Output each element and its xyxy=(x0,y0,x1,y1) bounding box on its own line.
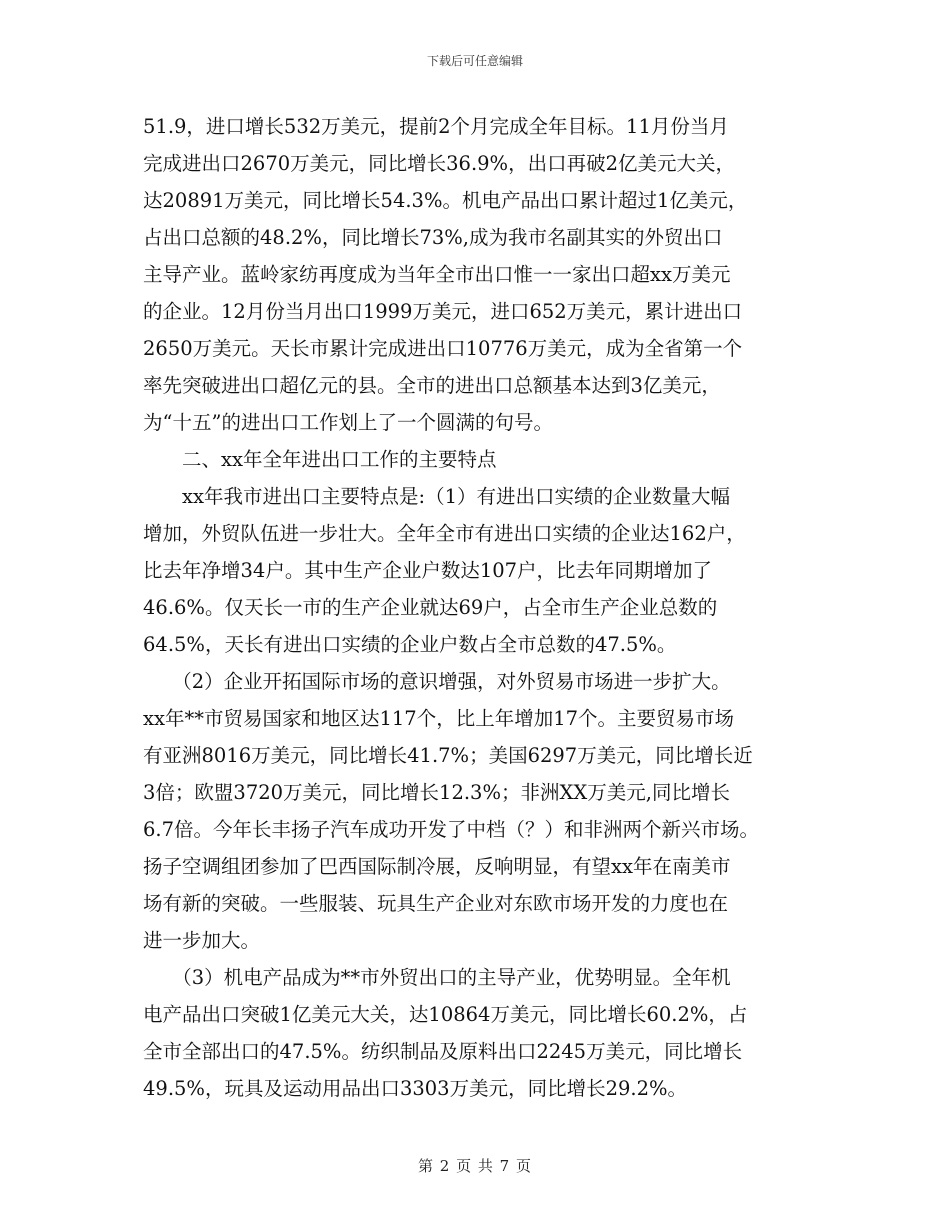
text-line: 率先突破进出口超亿元的县。全市的进出口总额基本达到3亿美元， xyxy=(143,374,721,397)
text-line: 6.7倍。今年长丰扬子汽车成功开发了中档（？）和非洲两个新兴市场。 xyxy=(143,818,760,841)
text-line: 为“十五”的进出口工作划上了一个圆满的句号。 xyxy=(143,411,553,434)
text-line: 占出口总额的48.2%，同比增长73%,成为我市名副其实的外贸出口 xyxy=(143,226,723,249)
text-line: （2）企业开拓国际市场的意识增强，对外贸易市场进一步扩大。 xyxy=(143,670,731,693)
text-line: 进一步加大。 xyxy=(143,929,261,952)
paragraph-point-1 xyxy=(143,478,833,663)
text-line: xx年**市贸易国家和地区达117个，比上年增加17个。主要贸易市场 xyxy=(143,707,735,730)
page-header: 下载后可任意编辑 xyxy=(426,54,523,68)
text-line: 增加，外贸队伍进一步壮大。全年全市有进出口实绩的企业达162户， xyxy=(143,522,746,545)
section-heading xyxy=(143,441,833,478)
text-line: 扬子空调组团参加了巴西国际制冷展，反响明显，有望xx年在南美市 xyxy=(143,855,731,878)
text-line: 51.9，进口增长532万美元，提前2个月完成全年目标。11月份当月 xyxy=(143,115,729,138)
text-line: 达20891万美元，同比增长54.3%。机电产品出口累计超过1亿美元， xyxy=(143,189,748,212)
paragraph-point-2 xyxy=(143,663,833,959)
text-line: 64.5%，天长有进出口实绩的企业户数占全市总数的47.5%。 xyxy=(143,633,677,656)
text-line: 的企业。12月份当月出口1999万美元，进口652万美元，累计进出口 xyxy=(143,300,743,323)
text-line: 比去年净增34户。其中生产企业户数达107户，比去年同期增加了 xyxy=(143,559,713,582)
text-line: 3倍；欧盟3720万美元，同比增长12.3%；非洲XX万美元,同比增长 xyxy=(143,781,730,804)
text-line: （3）机电产品成为**市外贸出口的主导产业，优势明显。全年机 xyxy=(143,966,731,989)
document-body xyxy=(143,108,833,1107)
text-line: 49.5%，玩具及运动用品出口3303万美元，同比增长29.2%。 xyxy=(143,1077,688,1100)
text-line: 2650万美元。天长市累计完成进出口10776万美元，成为全省第一个 xyxy=(143,337,743,360)
text-line: 电产品出口突破1亿美元大关，达10864万美元，同比增长60.2%，占 xyxy=(143,1003,748,1026)
heading-line: 二、xx年全年进出口工作的主要特点 xyxy=(143,448,497,471)
paragraph-point-3 xyxy=(143,959,833,1107)
text-line: 46.6%。仅天长一市的生产企业就达69户，占全市生产企业总数的 xyxy=(143,596,718,619)
text-line: 主导产业。蓝岭家纺再度成为当年全市出口惟一一家出口超xx万美元 xyxy=(143,263,731,286)
paragraph-intro-summary xyxy=(143,108,833,441)
text-line: xx年我市进出口主要特点是:（1）有进出口实绩的企业数量大幅 xyxy=(143,485,730,508)
text-line: 场有新的突破。一些服装、玩具生产企业对东欧市场开发的力度也在 xyxy=(143,892,729,915)
text-line: 全市全部出口的47.5%。纺织制品及原料出口2245万美元，同比增长 xyxy=(143,1040,743,1063)
text-line: 有亚洲8016万美元，同比增长41.7%；美国6297万美元，同比增长近 xyxy=(143,744,753,767)
text-line: 完成进出口2670万美元，同比增长36.9%，出口再破2亿美元大关， xyxy=(143,152,735,175)
page-number-footer: 第 2 页 共 7 页 xyxy=(418,1157,532,1175)
